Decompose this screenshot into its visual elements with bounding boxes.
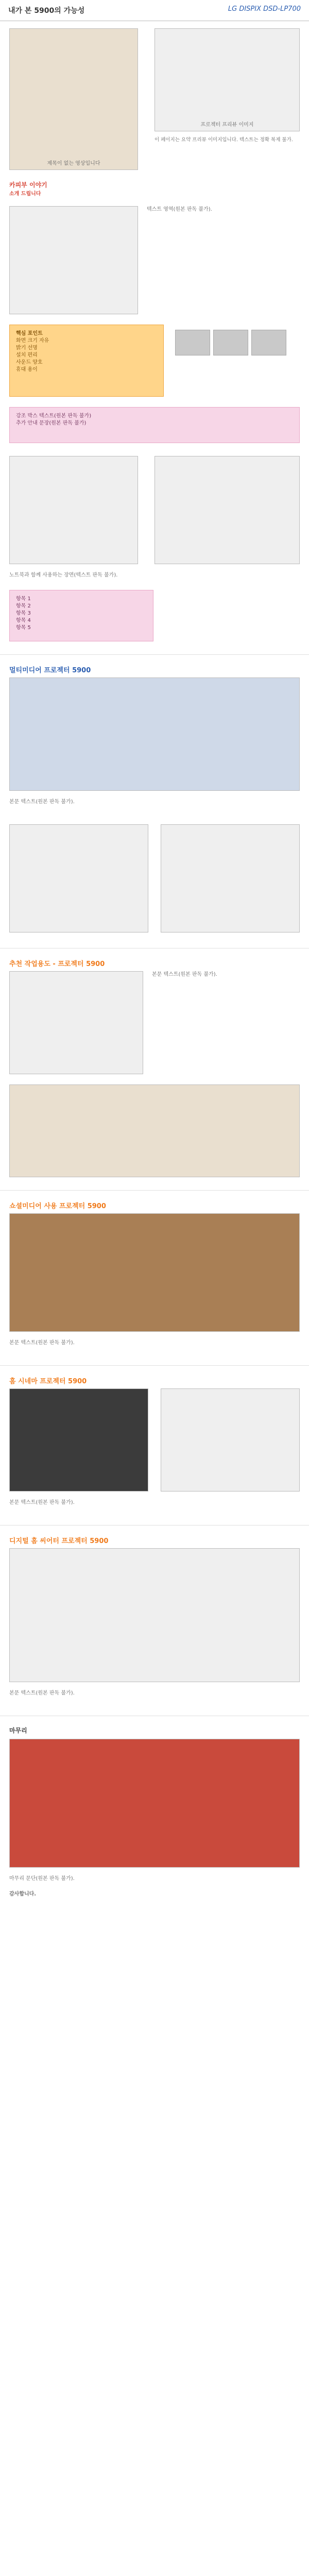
yellow-box-title: 핵심 포인트 [16, 331, 43, 336]
section1-yellow-box [9, 325, 164, 397]
top-right-note: 이 페이지는 요약 프리뷰 이미지입니다. 텍스트는 정확 복제 불가. [154, 137, 293, 143]
section6-title: 디지털 홈 씨어터 프로젝터 5900 [9, 1537, 109, 1545]
divider [0, 1365, 309, 1366]
final-image [9, 1739, 300, 1868]
section5-image-right [161, 1388, 300, 1492]
section2-image-left [9, 824, 148, 933]
section2-image-right [161, 824, 300, 933]
section6-banner-image [9, 1548, 300, 1682]
bullet: 항목 3 [16, 611, 31, 616]
yellow-line: 설치 편리 [16, 352, 38, 358]
bullet: 항목 1 [16, 596, 31, 602]
yellow-line: 휴대 용이 [16, 367, 38, 372]
brand-text: LG DISPIX DSD-LP700 [228, 5, 301, 13]
device-image [154, 456, 300, 564]
final-closing: 감사합니다. [9, 1891, 37, 1897]
section4-paragraph: 본문 텍스트(원본 판독 불가). [9, 1340, 75, 1346]
section1-image [9, 206, 138, 314]
section2-title: 멀티미디어 프로젝터 5900 [9, 667, 91, 674]
section1-title: 카피부 이야기 [9, 181, 47, 189]
section3-image [9, 971, 143, 1074]
final-title: 마무리 [9, 1727, 27, 1734]
section5-image-left [9, 1388, 148, 1492]
section5-title: 홈 시네마 프로젝터 5900 [9, 1378, 87, 1385]
thumb-row [175, 330, 286, 355]
thumbnail [251, 330, 286, 355]
section6-paragraph: 본문 텍스트(원본 판독 불가). [9, 1690, 75, 1696]
divider [0, 1190, 309, 1191]
top-poster-image: 제목이 없는 영상입니다 [9, 28, 138, 170]
bullet: 항목 4 [16, 618, 31, 623]
yellow-line: 사운드 양호 [16, 360, 43, 365]
section1-pink-box: 강조 박스 텍스트(원본 판독 불가) 추가 안내 문장(원본 판독 불가) [9, 407, 300, 443]
yellow-line: 밝기 선명 [16, 345, 38, 351]
section3-title: 추천 작업용도 - 프로젝터 5900 [9, 960, 105, 968]
section3-paragraph: 본문 텍스트(원본 판독 불가). [152, 972, 217, 977]
bullet: 항목 2 [16, 603, 31, 609]
page-header [0, 0, 309, 21]
section4-banner-image [9, 1213, 300, 1332]
section3-banner-image [9, 1084, 300, 1177]
laptop-image [9, 456, 138, 564]
section4-title: 쇼셜미디어 사용 프로젝터 5900 [9, 1202, 106, 1210]
page-title: 내가 본 5900의 가능성 [8, 7, 85, 15]
laptop-paragraph: 노트북과 함께 사용하는 장면(텍스트 판독 불가). [9, 572, 118, 578]
section1-paragraph: 텍스트 영역(원본 판독 불가). [147, 207, 212, 212]
top-product-image: 프로젝터 프리뷰 이미지 [154, 28, 300, 131]
section2-paragraph: 본문 텍스트(원본 판독 불가). [9, 799, 75, 805]
final-paragraph: 마무리 문단(원본 판독 불가). [9, 1876, 75, 1882]
divider [0, 654, 309, 655]
section1-heading: 소개 드립니다 [9, 191, 41, 197]
laptop-bullets-box [9, 590, 153, 641]
bullet: 항목 5 [16, 625, 31, 631]
thumbnail [175, 330, 210, 355]
yellow-line: 화면 크기 자유 [16, 338, 49, 344]
divider [0, 1525, 309, 1526]
section2-banner-image [9, 677, 300, 791]
section5-paragraph: 본문 텍스트(원본 판독 불가). [9, 1500, 75, 1505]
thumbnail [213, 330, 248, 355]
